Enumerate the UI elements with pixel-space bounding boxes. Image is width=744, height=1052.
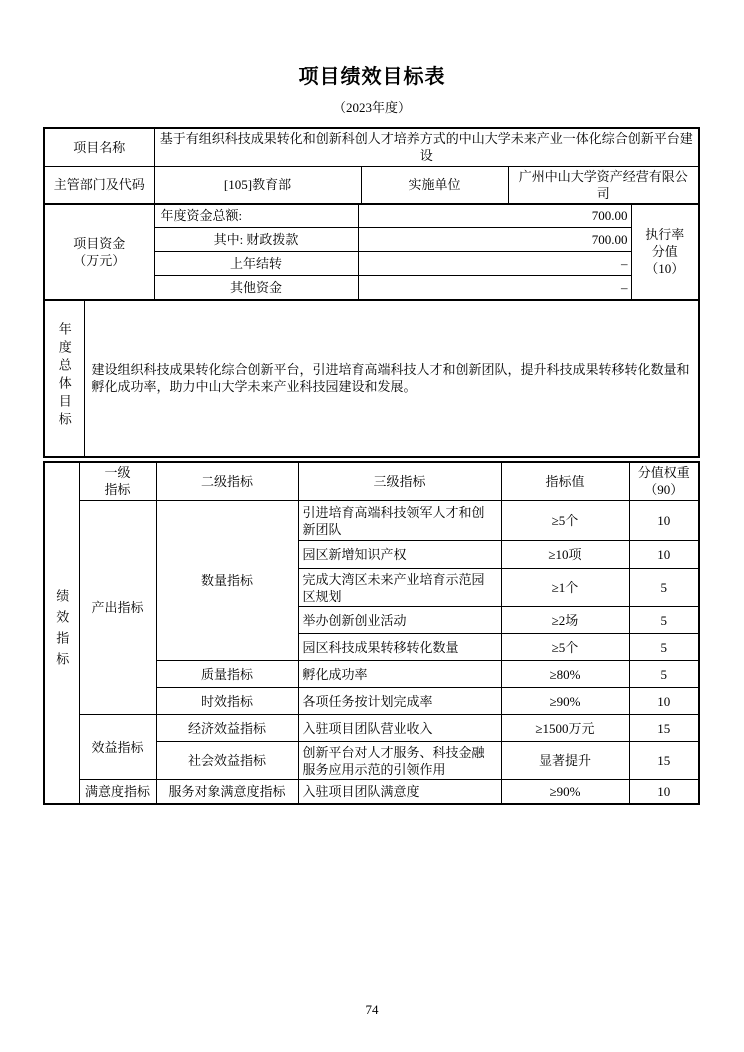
indicator-level3: 入驻项目团队营业收入: [298, 715, 501, 742]
annual-goal-label: 年度总体目标: [44, 300, 84, 457]
table-row: [44, 780, 699, 804]
header-level3: 三级指标: [298, 462, 501, 501]
execution-rate-score-label: 执行率 分值 （10）: [631, 204, 699, 300]
table-row: [44, 300, 699, 457]
level1-benefit: 效益指标: [79, 715, 156, 780]
level2-quantity: 数量指标: [156, 501, 298, 661]
project-info-table: [43, 127, 700, 205]
level2-service-satisfaction: 服务对象满意度指标: [156, 780, 298, 804]
indicators-side-label: 绩效指标: [44, 462, 79, 804]
annual-goal-table: [43, 299, 700, 458]
indicator-value: ≥90%: [501, 688, 629, 715]
annual-goal-text: 建设组织科技成果转化综合创新平台，引进培育高端科技人才和创新团队，提升科技成果转移转化数量和孵化成功率，助力中山大学未来产业科技园建设和发展。: [84, 300, 699, 457]
level1-output: 产出指标: [79, 501, 156, 715]
table-row: [44, 166, 699, 204]
funding-table: [43, 203, 700, 301]
project-name-label: 项目名称: [44, 128, 154, 166]
project-name-value: 基于有组织科技成果转化和创新科创人才培养方式的中山大学未来产业一体化综合创新平台建设: [154, 128, 699, 166]
indicator-weight: 10: [629, 688, 699, 715]
indicator-weight: 5: [629, 661, 699, 688]
performance-target-table: [43, 127, 699, 805]
implementer-value: 广州中山大学资产经营有限公司: [508, 166, 699, 204]
indicator-weight: 15: [629, 742, 699, 780]
department-label: 主管部门及代码: [44, 166, 154, 204]
indicator-value: ≥5个: [501, 634, 629, 661]
funding-total-label: 年度资金总额:: [154, 204, 358, 228]
table-row: [44, 462, 699, 501]
indicator-weight: 10: [629, 541, 699, 569]
table-row: [44, 204, 699, 228]
indicator-weight: 15: [629, 715, 699, 742]
page-number: 74: [365, 1002, 379, 1017]
funding-carryover-value: –: [358, 252, 631, 276]
indicator-level3: 创新平台对人才服务、科技金融服务应用示范的引领作用: [298, 742, 501, 780]
indicator-level3: 各项任务按计划完成率: [298, 688, 501, 715]
page-subtitle: （2023年度）: [332, 100, 411, 115]
indicator-level3: 园区新增知识产权: [298, 541, 501, 569]
funding-carryover-label: 上年结转: [154, 252, 358, 276]
indicator-value: 显著提升: [501, 742, 629, 780]
indicators-table: [43, 461, 700, 805]
indicator-value: ≥80%: [501, 661, 629, 688]
indicator-weight: 10: [629, 501, 699, 541]
funding-fiscal-value: 700.00: [358, 228, 631, 252]
table-row: [44, 128, 699, 166]
level2-economic: 经济效益指标: [156, 715, 298, 742]
indicator-level3: 引进培育高端科技领军人才和创新团队: [298, 501, 501, 541]
indicator-weight: 5: [629, 607, 699, 634]
level1-satisfaction: 满意度指标: [79, 780, 156, 804]
indicator-weight: 5: [629, 569, 699, 607]
funding-label: 项目资金 （万元）: [44, 204, 154, 300]
table-row: [44, 501, 699, 541]
indicator-value: ≥10项: [501, 541, 629, 569]
level2-timeliness: 时效指标: [156, 688, 298, 715]
header-value: 指标值: [501, 462, 629, 501]
indicator-value: ≥2场: [501, 607, 629, 634]
department-value: [105]教育部: [154, 166, 361, 204]
page-title: 项目绩效目标表: [298, 66, 446, 88]
indicator-level3: 孵化成功率: [298, 661, 501, 688]
indicator-level3: 举办创新创业活动: [298, 607, 501, 634]
funding-other-value: –: [358, 276, 631, 300]
header-level1: 一级 指标: [79, 462, 156, 501]
funding-fiscal-label: 其中: 财政拨款: [154, 228, 358, 252]
indicator-level3: 入驻项目团队满意度: [298, 780, 501, 804]
indicator-value: ≥5个: [501, 501, 629, 541]
indicator-weight: 5: [629, 634, 699, 661]
indicator-weight: 10: [629, 780, 699, 804]
indicator-value: ≥1500万元: [501, 715, 629, 742]
implementer-label: 实施单位: [361, 166, 508, 204]
header-weight: 分值权重 （90）: [629, 462, 699, 501]
header-level2: 二级指标: [156, 462, 298, 501]
indicator-level3: 园区科技成果转移转化数量: [298, 634, 501, 661]
indicator-value: ≥90%: [501, 780, 629, 804]
funding-other-label: 其他资金: [154, 276, 358, 300]
level2-quality: 质量指标: [156, 661, 298, 688]
funding-total-value: 700.00: [358, 204, 631, 228]
indicator-value: ≥1个: [501, 569, 629, 607]
table-row: [44, 715, 699, 742]
level2-social: 社会效益指标: [156, 742, 298, 780]
indicator-level3: 完成大湾区未来产业培育示范园区规划: [298, 569, 501, 607]
